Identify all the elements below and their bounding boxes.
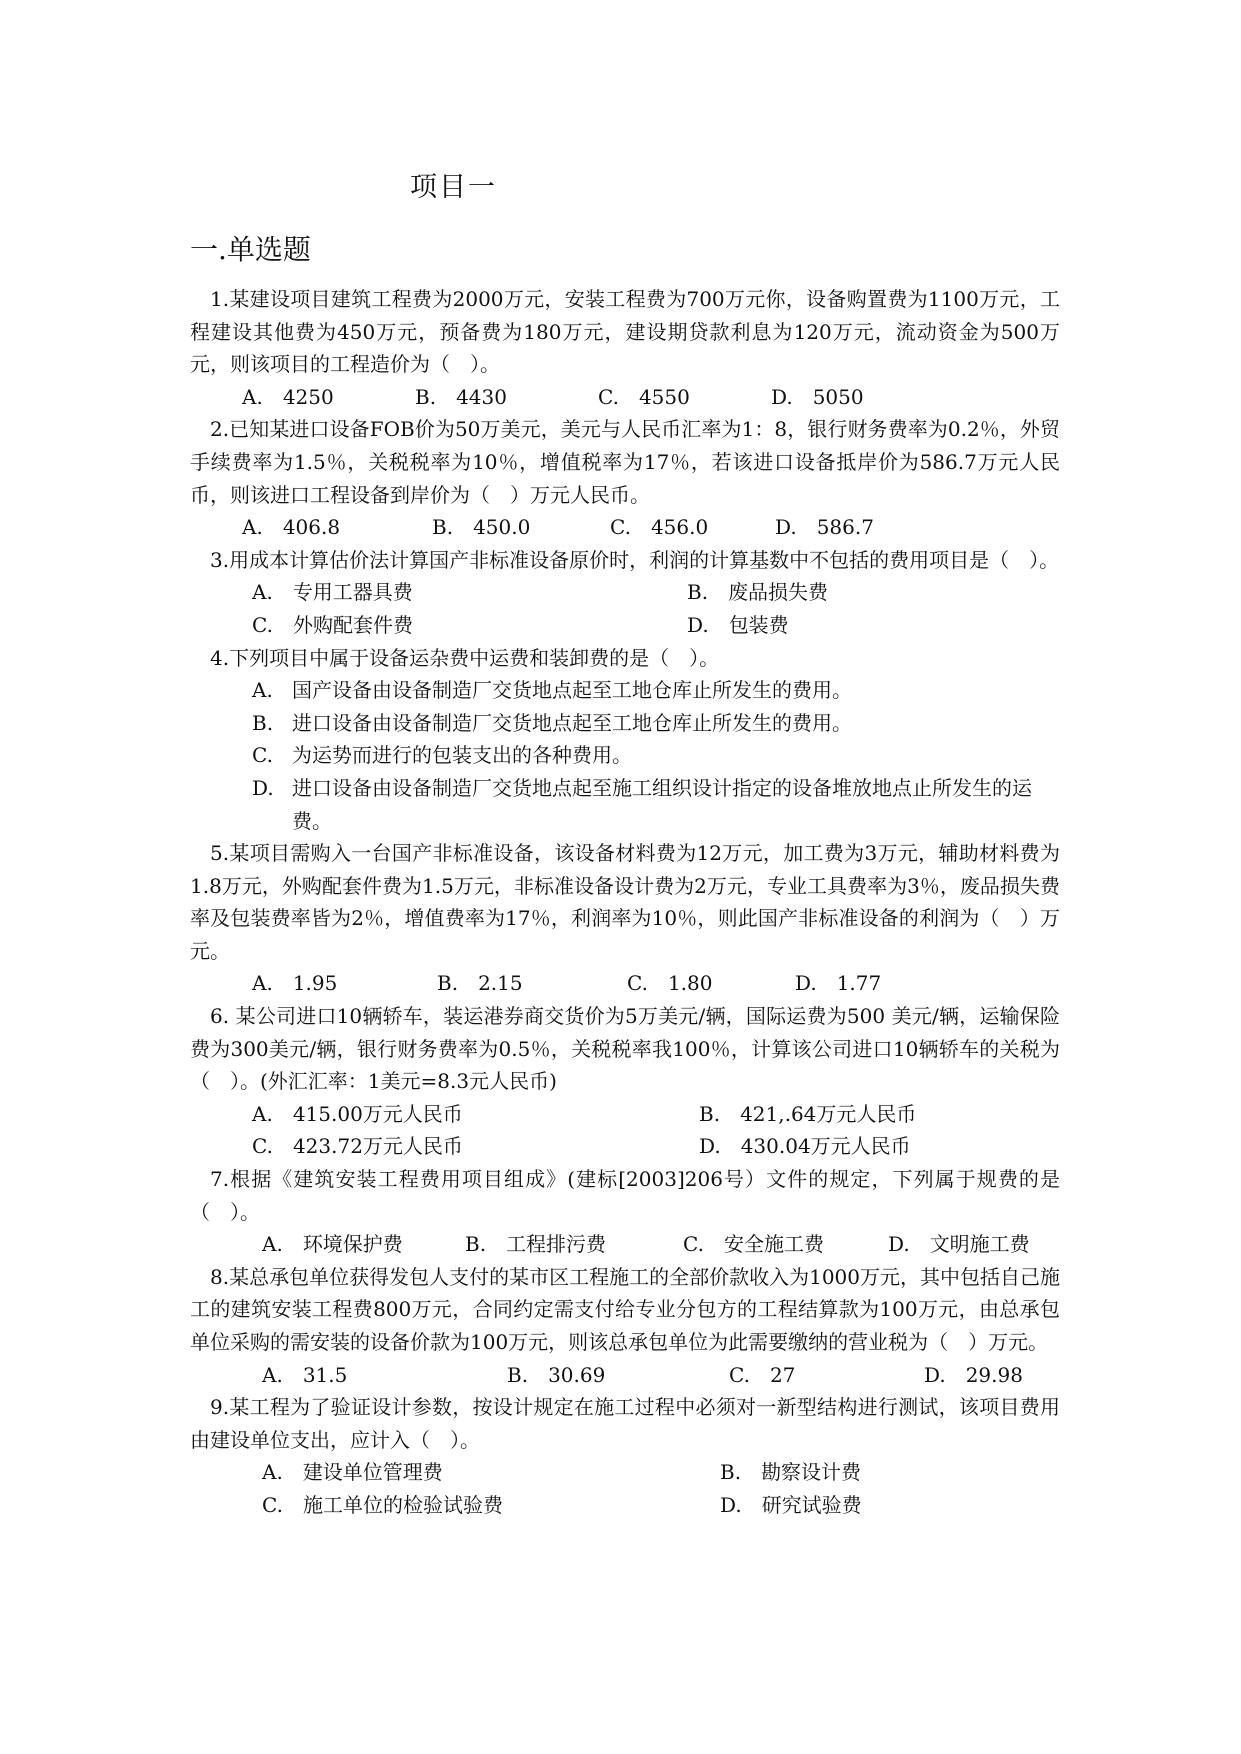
option-b: B. 2.15 bbox=[437, 971, 523, 996]
option-c: C. 1.80 bbox=[627, 971, 713, 996]
question-3-options-row2 bbox=[190, 609, 1060, 642]
option-b: B. 废品损失费 bbox=[687, 580, 829, 605]
option-d: D. 包装费 bbox=[687, 612, 789, 637]
question-9-text: 9.某工程为了验证设计参数，按设计规定在施工过程中必须对一新型结构进行测试，该项目费用由建设单位支出，应计入（ ）。 bbox=[190, 1395, 1060, 1452]
option-c: C. 为运势而进行的包装支出的各种费用。 bbox=[252, 743, 632, 768]
question-1-text: 1.某建设项目建筑工程费为2000万元，安装工程费为700万元你，设备购置费为1100万元，工程建设其他费为450万元，预备费为180万元，建设期贷款利息为120万元，流动资金为500万元，则该项目的工程造价为（ ）。 bbox=[190, 287, 1060, 377]
option-c: C. 施工单位的检验试验费 bbox=[262, 1492, 503, 1517]
question-7-options bbox=[190, 1228, 1060, 1261]
option-d: D. 430.04万元人民币 bbox=[699, 1134, 911, 1159]
question-4-text: 4.下列项目中属于设备运杂费中运费和装卸费的是（ ）。 bbox=[210, 645, 720, 670]
option-a: A. 专用工器具费 bbox=[252, 580, 413, 605]
question-6-options-row1 bbox=[190, 1098, 1060, 1131]
question-6-text: 6. 某公司进口10辆轿车，装运港券商交货价为5万美元/辆，国际运费为500 美元/辆，运输保险费为300美元/辆，银行财务费率为0.5％，关税税率我100％，计算该公司进口10辆轿车的关税为（ ）。(外汇汇率：1美元=8.3元人民币) bbox=[190, 1004, 1060, 1094]
option-d: D. 5050 bbox=[771, 384, 864, 409]
option-b: B. 工程排污费 bbox=[465, 1232, 607, 1257]
option-c: C. 安全施工费 bbox=[683, 1232, 824, 1257]
question-8-options bbox=[190, 1359, 1060, 1392]
question-9-options-row2 bbox=[190, 1489, 1060, 1522]
option-c: C. 456.0 bbox=[610, 515, 709, 540]
option-a: A. 国产设备由设备制造厂交货地点起至工地仓库止所发生的费用。 bbox=[252, 678, 852, 703]
question-3-options-row1 bbox=[190, 576, 1060, 609]
option-c: C. 27 bbox=[729, 1362, 796, 1387]
option-a: A. 415.00万元人民币 bbox=[252, 1101, 463, 1126]
option-a: A. 406.8 bbox=[242, 515, 341, 540]
question-5-text: 5.某项目需购入一台国产非标准设备，该设备材料费为12万元，加工费为3万元，辅助材料费为1.8万元，外购配套件费为1.5万元，非标准设备设计费为2万元，专业工具费率为3％，废品损失费率及包装费率皆为2％，增值费率为17％，利润率为10％，则此国产非标准设备的利润为（ ）万元。 bbox=[190, 841, 1060, 963]
option-c: C. 423.72万元人民币 bbox=[252, 1134, 463, 1159]
option-c: C. 4550 bbox=[598, 384, 690, 409]
option-a: A. 建设单位管理费 bbox=[262, 1460, 443, 1485]
option-d: D. 1.77 bbox=[795, 971, 882, 996]
option-a: A. 4250 bbox=[242, 384, 334, 409]
question-2-text: 2.已知某进口设备FOB价为50万美元，美元与人民币汇率为1：8，银行财务费率为0.2％，外贸手续费率为1.5％，关税税率为10％，增值税率为17％，若该进口设备抵岸价为586.7万元人民币，则该进口工程设备到岸价为（ ）万元人民币。 bbox=[190, 417, 1060, 507]
option-b: B. 30.69 bbox=[507, 1362, 606, 1387]
page-title: 项目一 bbox=[410, 172, 497, 203]
option-c: C. 外购配套件费 bbox=[252, 612, 413, 637]
option-d: D. 研究试验费 bbox=[720, 1492, 862, 1517]
question-4-options bbox=[252, 674, 1060, 837]
question-3-text: 3.用成本计算估价法计算国产非标准设备原价时，利润的计算基数中不包括的费用项目是（ ）。 bbox=[210, 547, 1060, 572]
question-7-text: 7.根据《建筑安装工程费用项目组成》(建标[2003]206号）文件的规定，下列属于规费的是（ ）。 bbox=[190, 1167, 1060, 1224]
option-a: A. 环境保护费 bbox=[262, 1232, 403, 1257]
question-9-options-row1 bbox=[190, 1456, 1060, 1489]
question-8-text: 8.某总承包单位获得发包人支付的某市区工程施工的全部价款收入为1000万元，其中包括自己施工的建筑安装工程费800万元，合同约定需支付给专业分包方的工程结算款为100万元，由总承包单位采购的需安装的设备价款为100万元，则该总承包单位为此需要缴纳的营业税为（ ）万元。 bbox=[190, 1264, 1060, 1354]
option-d: D. 文明施工费 bbox=[888, 1232, 1030, 1257]
option-b: B. 421,.64万元人民币 bbox=[699, 1101, 917, 1126]
option-a: A. 1.95 bbox=[252, 971, 338, 996]
option-b: B. 4430 bbox=[415, 384, 507, 409]
option-b: B. 450.0 bbox=[432, 515, 531, 540]
section-heading: 一.单选题 bbox=[190, 233, 311, 266]
question-5-options bbox=[190, 967, 1060, 1000]
option-d: D. 29.98 bbox=[924, 1362, 1023, 1387]
question-2-options bbox=[190, 511, 1060, 544]
option-d: D. 进口设备由设备制造厂交货地点起至施工组织设计指定的设备堆放地点止所发生的运费。 bbox=[252, 775, 1032, 833]
option-d: D. 586.7 bbox=[775, 515, 874, 540]
option-b: B. 勘察设计费 bbox=[720, 1460, 862, 1485]
option-b: B. 进口设备由设备制造厂交货地点起至工地仓库止所发生的费用。 bbox=[252, 710, 852, 735]
question-1-options bbox=[190, 381, 1060, 414]
question-6-options-row2 bbox=[190, 1130, 1060, 1163]
question-list bbox=[190, 283, 1060, 1522]
option-a: A. 31.5 bbox=[262, 1362, 348, 1387]
